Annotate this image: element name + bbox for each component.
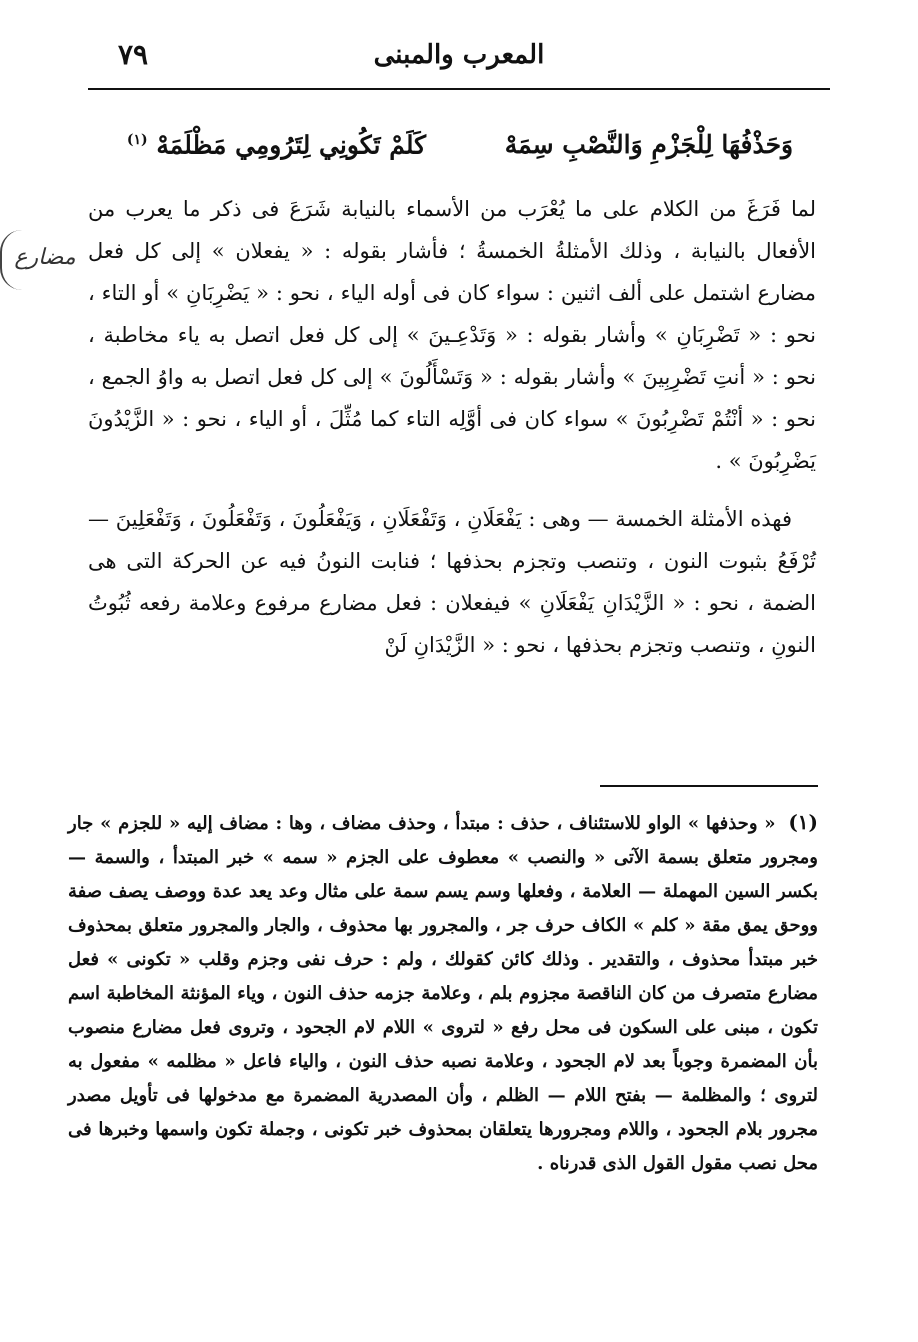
footnote-text: « وحذفها » الواو للاستئناف ، حذف : مبتدأ ، وحذف مضاف ، وها : مضاف إليه « للجزم » جار ومجرور متعلق بسمة الآتى « والنصب » معطوف على الجزم « سمه » خبر المبتدأ ، والسمة — بكسر السين المهملة — العلامة ، وفعلها وسم يسم سمة على مثال وعد يعد عدة ووصف يصف صفة ووحق يمق مقة « كلم » الكاف حرف جر ، والمجرور بها محذوف ، والجار والمجرور متعلق بمحذوف خبر مبتدأ محذوف ، والتقدير . وذلك كائن كقولك ، ولم : حرف نفى وجزم وقلب « تكونى » فعل مضارع متصرف من كان الناقصة مجزوم بلم ، وعلامة جزمه حذف النون ، وياء المؤنثة المخاطبة اسم تكون ، مبنى على السكون فى محل رفع « لتروى » اللام لام الجحود ، وتروى فعل مضارع منصوب بأن المضمرة وجوباً بعد لام الجحود ، وعلامة نصبه حذف النون ، والياء فاعل « مظلمه » مفعول به لتروى ؛ والمظلمة — بفتح اللام — الظلم ، وأن المصدرية المضمرة مع مدخولها فى تأويل مصدر مجرور بلام الجحود ، واللام ومجرورها يتعلقان بمحذوف خبر تكونى ، وجملة تكون واسمها وخبرها فى محل نصب مقول القول الذى قدرناه .	[68, 813, 818, 1174]
paragraph: لما فَرَغَ من الكلام على ما يُعْرَب من الأسماء بالنيابة شَرَعَ فى ذكر ما يعرب من الأفعال بالنيابة ، وذلك الأمثلةُ الخمسةُ ؛ فأشار بقوله : « يفعلان » إلى كل فعل مضارع اشتمل على ألف اثنين : سواء كان فى أوله الياء ، نحو : « يَضْرِبَانِ » أو التاء ، نحو : « تَضْرِبَانِ » وأشار بقوله : « وَتَدْعِـينَ » إلى كل فعل اتصل به ياء مخاطبة ، نحو : « أنتِ تَضْرِبِينَ » وأشار بقوله : « وَتَسْأَلُونَ » إلى كل فعل اتصل به واوُ الجمع ، نحو : « أنْتُمْ تَضْرِبُونَ » سواء كان فى أوَّلِه التاء كما مُثِّلَ ، أو الياء ، نحو : « الزَّيْدُونَ يَضْرِبُونَ » .	[88, 197, 816, 473]
verse-hemistich-1: وَحَذْفُهَا لِلْجَزْمِ وَالنَّصْبِ سِمَهْ	[504, 130, 794, 160]
footnote-separator	[600, 785, 818, 787]
page-number: ٧٩	[118, 38, 149, 71]
header-rule	[88, 88, 830, 90]
footnote-reference: (١)	[126, 132, 148, 148]
running-title: المعرب والمبنى	[373, 40, 545, 70]
paragraph: فهذه الأمثلة الخمسة — وهى : يَفْعَلَانِ ، وَتَفْعَلَانِ ، وَيَفْعَلُونَ ، وَتَفْعَلُونَ ، وَتَفْعَلِينَ — تُرْفَعُ بثبوت النون ، وتنصب وتجزم بحذفها ؛ فنابت النونُ فيه عن الحركة التى هى الضمة ، نحو : « الزَّيْدَانِ يَفْعَلَانِ » فيفعلان : فعل مضارع مرفوع وعلامة رفعه ثُبُوتُ النونِ ، وتنصب وتجزم بحذفها ، نحو : « الزَّيْدَانِ لَنْ	[88, 507, 816, 657]
handwritten-margin-note: مضارع	[0, 230, 88, 290]
page-header	[88, 34, 830, 74]
footnote-marker: (١)	[788, 810, 818, 834]
main-commentary	[88, 188, 816, 666]
verse-hemistich-2: كَلَمْ تَكُونِي لِتَرُومِي مَظْلَمَهْ	[156, 130, 427, 160]
footnote	[68, 805, 818, 1181]
verse-line	[120, 110, 800, 170]
